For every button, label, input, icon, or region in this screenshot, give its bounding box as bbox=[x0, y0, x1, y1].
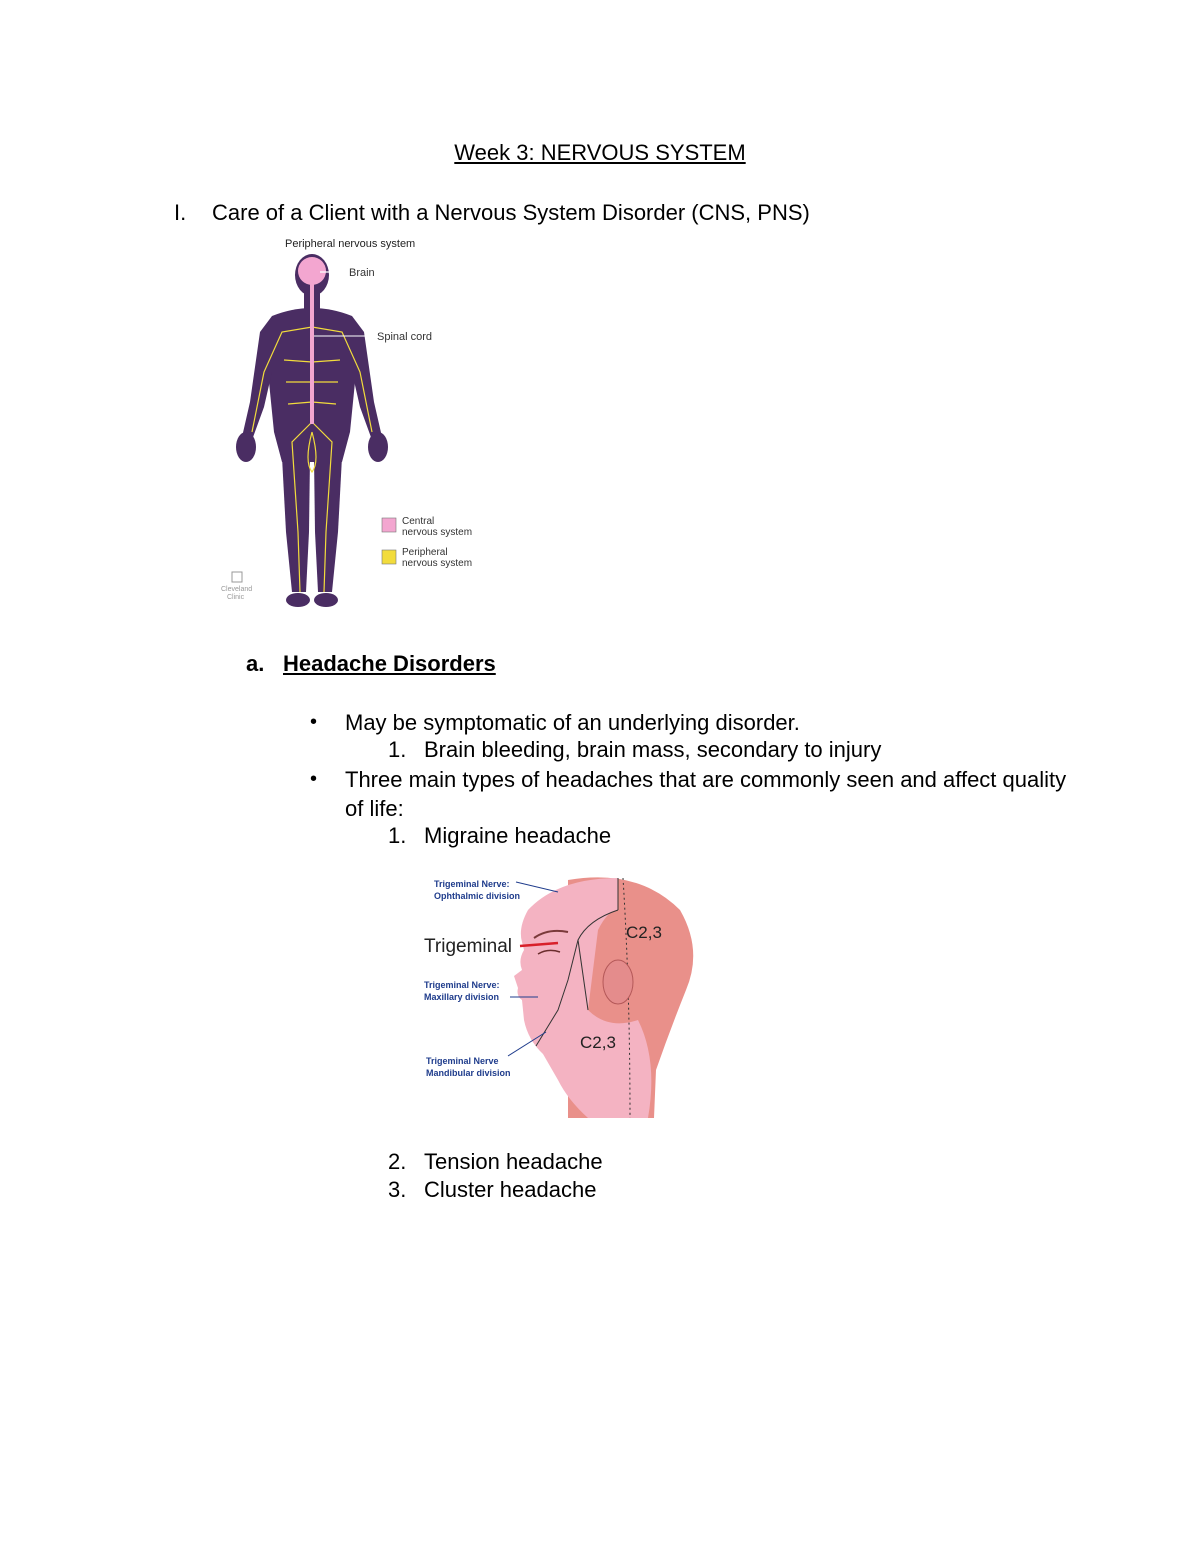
bullet-text-2-line1: Three main types of headaches that are commonly seen and affect quality bbox=[345, 767, 1067, 792]
bullet-text-1: May be symptomatic of an underlying disorder. bbox=[345, 710, 800, 735]
legend-pns-line2: nervous system bbox=[402, 558, 473, 569]
watermark-line2: Clinic bbox=[227, 594, 245, 601]
ear bbox=[603, 960, 633, 1004]
bullet-text-2-line2: of life: bbox=[345, 796, 404, 821]
legend-cns-line2: nervous system bbox=[402, 527, 473, 538]
label-ophthalmic-line1: Trigeminal Nerve: bbox=[434, 879, 510, 889]
label-trigeminal: Trigeminal bbox=[424, 936, 512, 957]
legend-pns-line1: Peripheral bbox=[402, 547, 448, 558]
nervous-system-figure bbox=[212, 232, 492, 620]
type-text: Cluster headache bbox=[424, 1177, 597, 1202]
label-maxillary-line1: Trigeminal Nerve: bbox=[424, 980, 500, 990]
legend-pns-swatch bbox=[382, 550, 396, 564]
head-dermatome-figure bbox=[418, 870, 694, 1122]
bullet1-sub-number: 1. bbox=[388, 737, 407, 762]
section-title: Care of a Client with a Nervous System Disorder (CNS, PNS) bbox=[212, 200, 810, 225]
label-c23-bottom: C2,3 bbox=[580, 1033, 616, 1052]
type-text: Migraine headache bbox=[424, 823, 612, 848]
label-mandibular-line1: Trigeminal Nerve bbox=[426, 1056, 499, 1066]
subsection-letter: a. bbox=[246, 651, 265, 676]
watermark-line1: Cleveland bbox=[221, 586, 253, 593]
legend-cns-swatch bbox=[382, 518, 396, 532]
type-number: 3. bbox=[388, 1177, 407, 1202]
bullet1-sub-text: Brain bleeding, brain mass, secondary to injury bbox=[424, 737, 882, 762]
bullet-marker: • bbox=[310, 768, 318, 790]
section-number: I. bbox=[174, 200, 187, 225]
label-spinal-cord: Spinal cord bbox=[377, 331, 433, 343]
type-number: 1. bbox=[388, 823, 407, 848]
label-maxillary-line2: Maxillary division bbox=[424, 992, 500, 1002]
figure-heading: Peripheral nervous system bbox=[285, 238, 416, 250]
type-number: 2. bbox=[388, 1149, 407, 1174]
type-text: Tension headache bbox=[424, 1149, 603, 1174]
subsection-title: Headache Disorders bbox=[283, 651, 496, 676]
bullet-marker: • bbox=[310, 711, 318, 733]
page-title: Week 3: NERVOUS SYSTEM bbox=[454, 140, 746, 165]
label-ophthalmic-line2: Ophthalmic division bbox=[434, 891, 521, 901]
label-c23-top: C2,3 bbox=[626, 923, 662, 942]
label-brain: Brain bbox=[349, 267, 375, 279]
label-mandibular-line2: Mandibular division bbox=[426, 1068, 511, 1078]
legend-cns-line1: Central bbox=[402, 516, 435, 527]
